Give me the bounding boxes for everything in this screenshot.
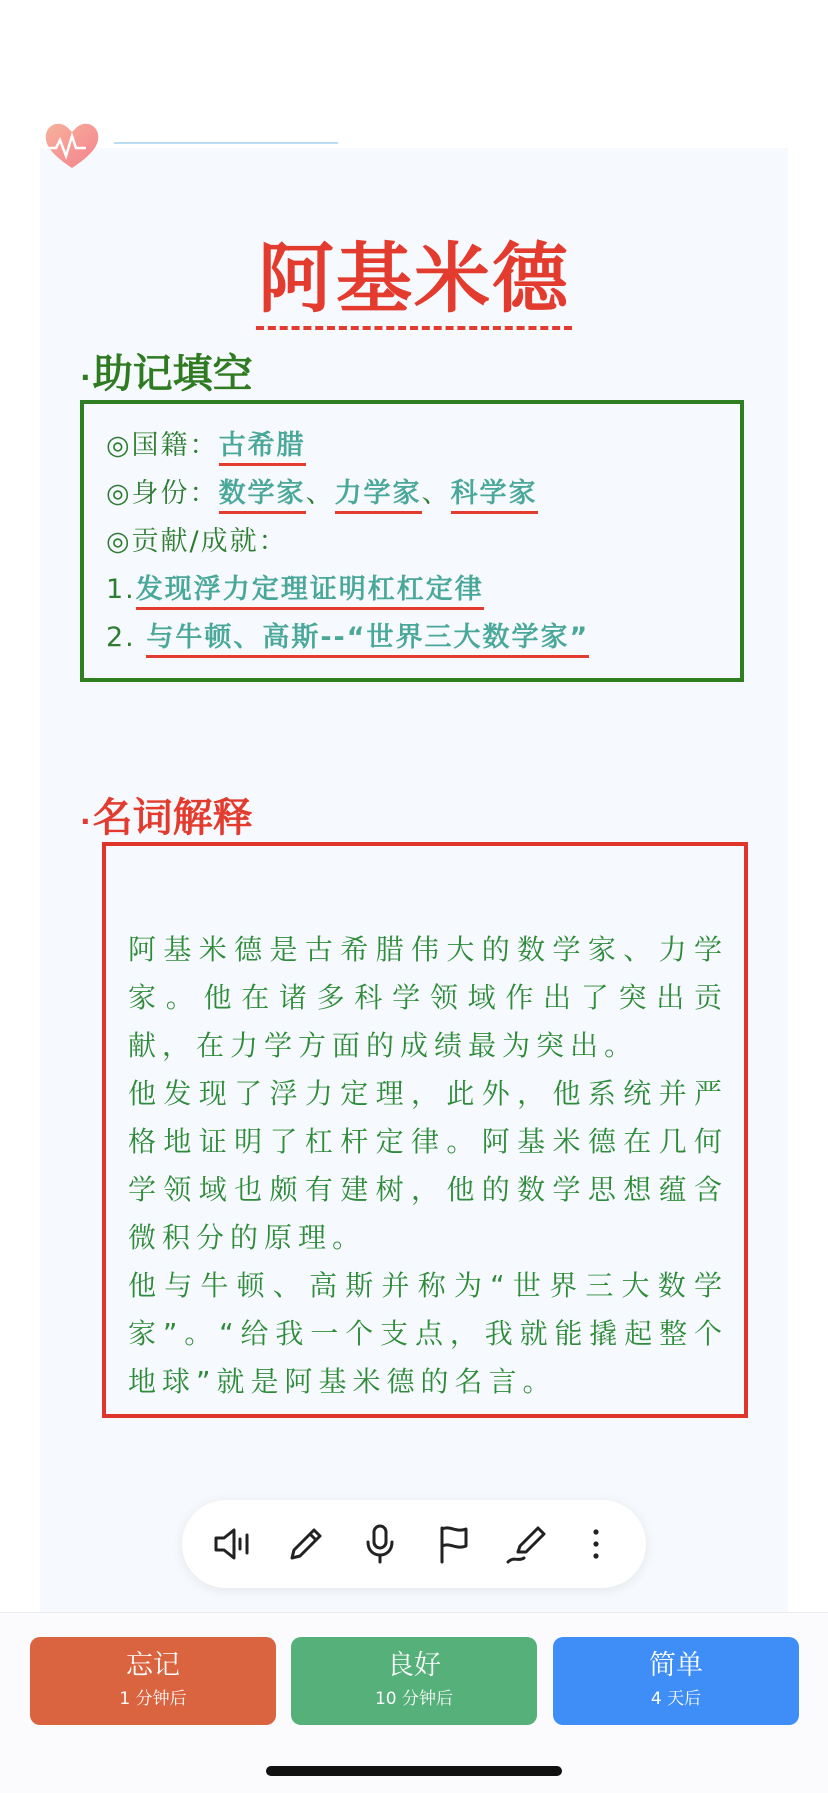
card-title: 阿基米德 — [0, 236, 828, 330]
easy-button[interactable]: 简单 4 天后 — [553, 1637, 799, 1725]
answer-blank[interactable]: 数学家 — [219, 478, 306, 514]
answer-blank[interactable]: 力学家 — [335, 478, 422, 514]
pen-icon[interactable] — [504, 1520, 552, 1568]
heart-pulse-icon — [42, 118, 102, 172]
mnemonic-row-identity: ◎身份：数学家、力学家、科学家 — [106, 474, 538, 514]
mnemonic-box — [80, 400, 744, 682]
definition-box — [102, 842, 748, 1418]
forget-button[interactable]: 忘记 1 分钟后 — [30, 1637, 276, 1725]
floating-toolbar — [182, 1500, 646, 1588]
mnemonic-row-item-2: 2. 与牛顿、高斯--“世界三大数学家” — [106, 618, 589, 658]
mnemonic-heading: ·助记填空 — [80, 351, 253, 397]
definition-paragraph: 阿基米德是古希腊伟大的数学家、力学家。他在诸多科学领域作出了突出贡献，在力学方面的成绩最为突出。 — [128, 933, 728, 1062]
flag-icon[interactable] — [430, 1520, 478, 1568]
speaker-icon[interactable] — [208, 1520, 256, 1568]
definition-heading: ·名词解释 — [80, 795, 253, 841]
microphone-icon[interactable] — [356, 1520, 404, 1568]
answer-blank[interactable]: 发现浮力定理证明杠杠定律 — [136, 574, 484, 610]
mnemonic-row-nationality: ◎国籍：古希腊 — [106, 426, 306, 466]
mnemonic-row-contribution: ◎贡献/成就： — [106, 526, 288, 557]
definition-paragraph: 他与牛顿、高斯并称为“世界三大数学家”。“给我一个支点，我就能撬起整个地球”就是阿基米德的名言。 — [128, 1269, 728, 1398]
answer-blank[interactable]: 古希腊 — [219, 430, 306, 466]
definition-text — [128, 926, 728, 1406]
answer-blank[interactable]: 科学家 — [451, 478, 538, 514]
decorative-line — [114, 142, 338, 144]
good-button[interactable]: 良好 10 分钟后 — [291, 1637, 537, 1725]
home-indicator[interactable] — [266, 1766, 562, 1776]
answer-blank[interactable]: 与牛顿、高斯--“世界三大数学家” — [146, 622, 589, 658]
mnemonic-row-item-1: 1.发现浮力定理证明杠杠定律 — [106, 570, 484, 610]
definition-paragraph: 他发现了浮力定理，此外，他系统并严格地证明了杠杆定律。阿基米德在几何学领域也颇有建树，他的数学思想蕴含微积分的原理。 — [128, 1077, 728, 1254]
pencil-icon[interactable] — [282, 1520, 330, 1568]
more-vertical-icon[interactable] — [572, 1520, 620, 1568]
